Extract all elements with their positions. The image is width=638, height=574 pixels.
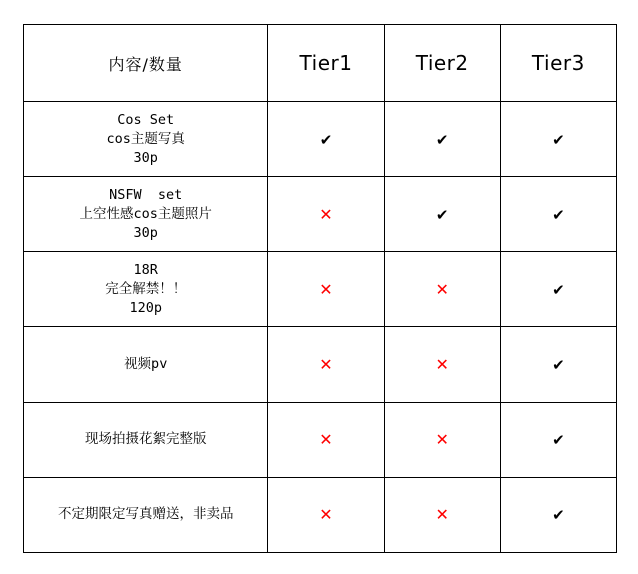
content-line: cos主题写真 [106, 130, 185, 147]
table-row [24, 327, 617, 402]
table-row [24, 177, 617, 252]
tier-3-cell [500, 402, 616, 477]
check-icon: ✔ [435, 205, 449, 224]
check-icon: ✔ [552, 431, 565, 450]
tier-2-cell [384, 177, 500, 252]
check-icon: ✔ [552, 130, 565, 149]
table-row [24, 402, 617, 477]
table-row [24, 477, 617, 552]
check-icon: ✔ [319, 130, 333, 149]
tier-3-cell [500, 177, 616, 252]
cross-icon: ✕ [319, 505, 333, 525]
content-line: Cos Set [117, 111, 175, 128]
header-tier-1: Tier1 [268, 25, 384, 102]
cross-icon: ✕ [435, 355, 449, 375]
tier-1-cell [268, 102, 384, 177]
tier-1-cell [268, 477, 384, 552]
tier-comparison-table [23, 24, 617, 553]
tier-3-cell [500, 327, 616, 402]
cross-icon: ✕ [319, 355, 333, 375]
cross-icon: ✕ [435, 505, 449, 525]
tier-2-cell [384, 327, 500, 402]
row-content-cell [24, 177, 268, 252]
content-line: 120p [129, 299, 162, 316]
cross-icon: ✕ [435, 279, 449, 299]
content-line: 完全解禁！！ [105, 280, 187, 297]
content-line: 视频pv [124, 356, 168, 373]
tier-1-cell [268, 402, 384, 477]
cross-icon: ✕ [435, 430, 449, 450]
content-line: 上空性感cos主题照片 [79, 205, 212, 222]
row-content-cell [24, 477, 268, 552]
tier-3-cell [500, 102, 616, 177]
tier-3-cell [500, 477, 616, 552]
table-header-row [24, 25, 617, 102]
row-content-cell [24, 402, 268, 477]
check-icon: ✔ [552, 280, 565, 299]
cross-icon: ✕ [319, 279, 333, 299]
check-icon: ✔ [552, 205, 565, 224]
cross-icon: ✕ [319, 430, 333, 450]
header-content-quantity: 内容/数量 [24, 25, 268, 102]
content-line: NSFW set [109, 186, 183, 203]
tier-1-cell [268, 177, 384, 252]
row-content-cell [24, 102, 268, 177]
table-row [24, 102, 617, 177]
check-icon: ✔ [435, 130, 449, 149]
header-tier-3: Tier3 [500, 25, 616, 102]
tier-2-cell [384, 102, 500, 177]
row-content-cell [24, 252, 268, 327]
row-content-cell [24, 327, 268, 402]
tier-2-cell [384, 477, 500, 552]
tier-2-cell [384, 402, 500, 477]
tier-3-cell [500, 252, 616, 327]
check-icon: ✔ [552, 356, 565, 375]
tier-1-cell [268, 327, 384, 402]
header-tier-2: Tier2 [384, 25, 500, 102]
content-line: 30p [133, 224, 158, 241]
table-row [24, 252, 617, 327]
tier-2-cell [384, 252, 500, 327]
content-line: 现场拍摄花絮完整版 [84, 431, 207, 448]
content-line: 不定期限定写真赠送，非卖品 [57, 506, 234, 523]
content-line: 18R [133, 261, 158, 278]
cross-icon: ✕ [319, 204, 333, 224]
tier-1-cell [268, 252, 384, 327]
check-icon: ✔ [552, 506, 565, 525]
content-line: 30p [133, 149, 158, 166]
